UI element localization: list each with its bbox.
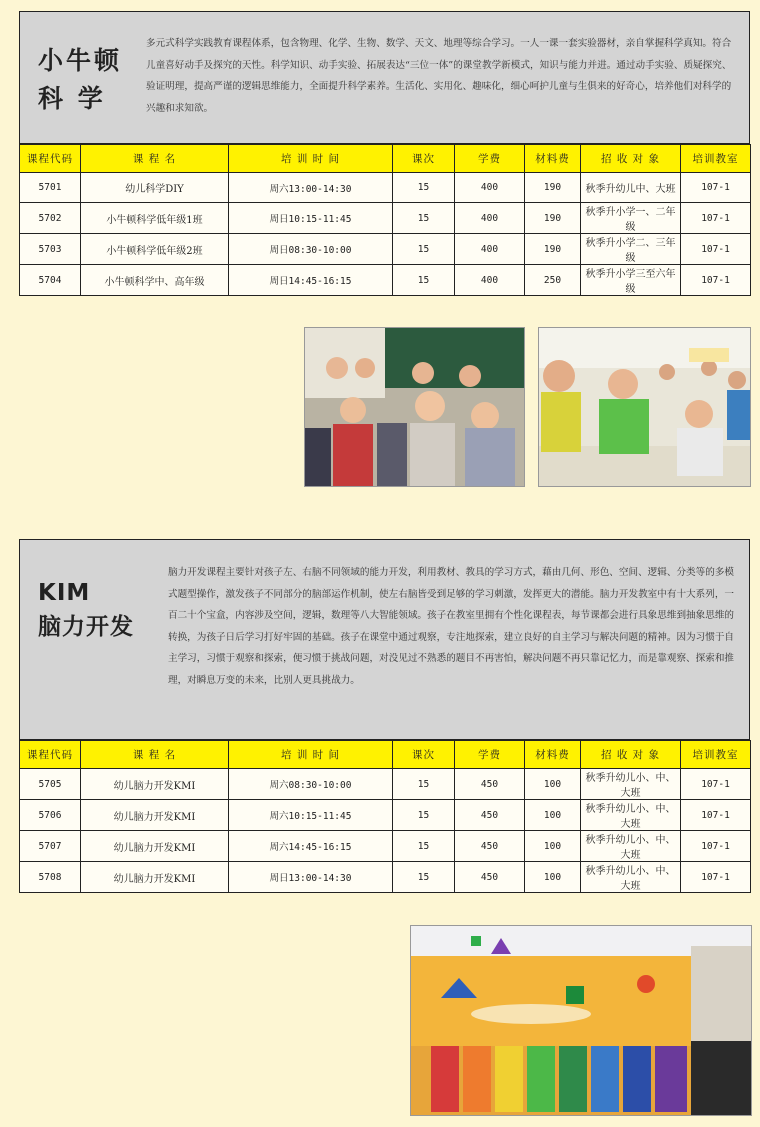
cell-code: 5701 (20, 173, 81, 203)
table-row (20, 203, 751, 234)
science-description: 多元式科学实践教育课程体系，包含物理、化学、生物、数学、天文、地理等综合学习。一人一课一套实验器材，亲自掌握科学真知。符合儿童喜好动手及探究的天性。科学知识、动手实验、拓展表达“三位一体”的课堂教学新模式，知识与能力并进。通过动手实验、质疑探究、验证明理，提高严谨的逻辑思维能力，全面提升科学素养。生活化、实用化、趣味化，细心呵护儿童与生俱来的好奇心，培养他们对科学的兴趣和求知欲。 (146, 38, 732, 114)
col-header-sessions: 课次 (393, 741, 455, 769)
colorful-classroom-photo-icon (411, 926, 751, 1115)
cell-target: 秋季升小学二、三年级 (581, 234, 681, 265)
science-course-table (19, 144, 751, 296)
cell-sessions: 15 (393, 831, 455, 862)
science-class-photo-1 (304, 327, 525, 487)
table-row (20, 265, 751, 296)
cell-room: 107-1 (681, 800, 751, 831)
cell-name: 幼儿脑力开发KMI (81, 800, 229, 831)
kim-title: KIM 脑力开发 (38, 580, 134, 640)
col-header-target: 招 收 对 象 (581, 741, 681, 769)
cell-fee: 400 (455, 234, 525, 265)
cell-name: 小牛顿科学低年级1班 (81, 203, 229, 234)
cell-material: 100 (525, 800, 581, 831)
col-header-sessions: 课次 (393, 145, 455, 173)
cell-code: 5706 (20, 800, 81, 831)
cell-target: 秋季升幼儿小、中、大班 (581, 800, 681, 831)
cell-code: 5707 (20, 831, 81, 862)
table-row (20, 862, 751, 893)
cell-name: 幼儿脑力开发KMI (81, 769, 229, 800)
cell-room: 107-1 (681, 831, 751, 862)
table-row (20, 769, 751, 800)
col-header-material: 材料费 (525, 741, 581, 769)
col-header-name: 课 程 名 (81, 741, 229, 769)
col-header-code: 课程代码 (20, 145, 81, 173)
cell-sessions: 15 (393, 265, 455, 296)
cell-name: 幼儿脑力开发KMI (81, 862, 229, 893)
cell-material: 190 (525, 203, 581, 234)
col-header-name: 课 程 名 (81, 145, 229, 173)
cell-room: 107-1 (681, 862, 751, 893)
cell-fee: 450 (455, 831, 525, 862)
cell-time: 周日08:30-10:00 (229, 234, 393, 265)
cell-material: 100 (525, 862, 581, 893)
table-row (20, 173, 751, 203)
cell-material: 100 (525, 831, 581, 862)
cell-fee: 400 (455, 265, 525, 296)
cell-code: 5708 (20, 862, 81, 893)
cell-room: 107-1 (681, 234, 751, 265)
cell-fee: 450 (455, 800, 525, 831)
col-header-time: 培 训 时 间 (229, 741, 393, 769)
cell-time: 周日13:00-14:30 (229, 862, 393, 893)
cell-name: 小牛顿科学低年级2班 (81, 234, 229, 265)
cell-code: 5705 (20, 769, 81, 800)
table-row (20, 234, 751, 265)
table-row (20, 800, 751, 831)
cell-room: 107-1 (681, 265, 751, 296)
cell-material: 190 (525, 234, 581, 265)
cell-name: 小牛顿科学中、高年级 (81, 265, 229, 296)
cell-fee: 450 (455, 769, 525, 800)
cell-sessions: 15 (393, 769, 455, 800)
col-header-room: 培训教室 (681, 741, 751, 769)
kim-course-table (19, 740, 751, 893)
col-header-time: 培 训 时 间 (229, 145, 393, 173)
cell-time: 周日10:15-11:45 (229, 203, 393, 234)
col-header-material: 材料费 (525, 145, 581, 173)
science-class-photo-2 (538, 327, 751, 487)
cell-sessions: 15 (393, 800, 455, 831)
cell-sessions: 15 (393, 203, 455, 234)
cell-time: 周六13:00-14:30 (229, 173, 393, 203)
cell-target: 秋季升幼儿中、大班 (581, 173, 681, 203)
cell-target: 秋季升小学三至六年级 (581, 265, 681, 296)
cell-time: 周六14:45-16:15 (229, 831, 393, 862)
cell-material: 190 (525, 173, 581, 203)
kim-description: 脑力开发课程主要针对孩子左、右脑不同领域的能力开发，利用教材、教具的学习方式，藉由几何、形色、空间、逻辑、分类等的多模式题型操作，激发孩子不同部分的脑部运作机制，使左右脑皆受到足够的学习刺激，发挥更大的潜能。脑力开发教室中有十大系列，一百二十个宝盒，内容涉及空间，逻辑，数理等八大智能领域。孩子在教室里拥有个性化课程表，每节课都会进行具象思维到抽象思维的转换，为孩子日后学习打好牢固的基础。孩子在课堂中通过观察，专注地探索，建立良好的自主学习与解决问题的精神。因为习惯于自主学习，习惯于观察和探索，便习惯于挑战问题，对没见过不熟悉的题目不再害怕，解决问题不再只靠记忆力，而是靠观察、探索和推理，对瞬息万变的未来，比别人更具挑战力。 (168, 567, 735, 686)
cell-code: 5702 (20, 203, 81, 234)
col-header-target: 招 收 对 象 (581, 145, 681, 173)
cell-material: 250 (525, 265, 581, 296)
cell-code: 5704 (20, 265, 81, 296)
cell-sessions: 15 (393, 234, 455, 265)
cell-time: 周六08:30-10:00 (229, 769, 393, 800)
cell-time: 周六10:15-11:45 (229, 800, 393, 831)
cell-room: 107-1 (681, 769, 751, 800)
science-title: 小牛顿 科 学 (38, 46, 123, 113)
children-experiment-photo-icon (539, 328, 750, 486)
col-header-code: 课程代码 (20, 741, 81, 769)
cell-room: 107-1 (681, 173, 751, 203)
cell-target: 秋季升幼儿小、中、大班 (581, 831, 681, 862)
col-header-fee: 学费 (455, 145, 525, 173)
cell-material: 100 (525, 769, 581, 800)
cell-name: 幼儿脑力开发KMI (81, 831, 229, 862)
cell-time: 周日14:45-16:15 (229, 265, 393, 296)
cell-room: 107-1 (681, 203, 751, 234)
col-header-room: 培训教室 (681, 145, 751, 173)
col-header-fee: 学费 (455, 741, 525, 769)
cell-sessions: 15 (393, 173, 455, 203)
cell-name: 幼儿科学DIY (81, 173, 229, 203)
table-row (20, 831, 751, 862)
cell-fee: 400 (455, 173, 525, 203)
cell-target: 秋季升小学一、二年级 (581, 203, 681, 234)
kim-classroom-photo (410, 925, 752, 1116)
cell-target: 秋季升幼儿小、中、大班 (581, 862, 681, 893)
cell-sessions: 15 (393, 862, 455, 893)
cell-fee: 400 (455, 203, 525, 234)
cell-code: 5703 (20, 234, 81, 265)
cell-fee: 450 (455, 862, 525, 893)
children-group-photo-icon (305, 328, 524, 486)
cell-target: 秋季升幼儿小、中、大班 (581, 769, 681, 800)
